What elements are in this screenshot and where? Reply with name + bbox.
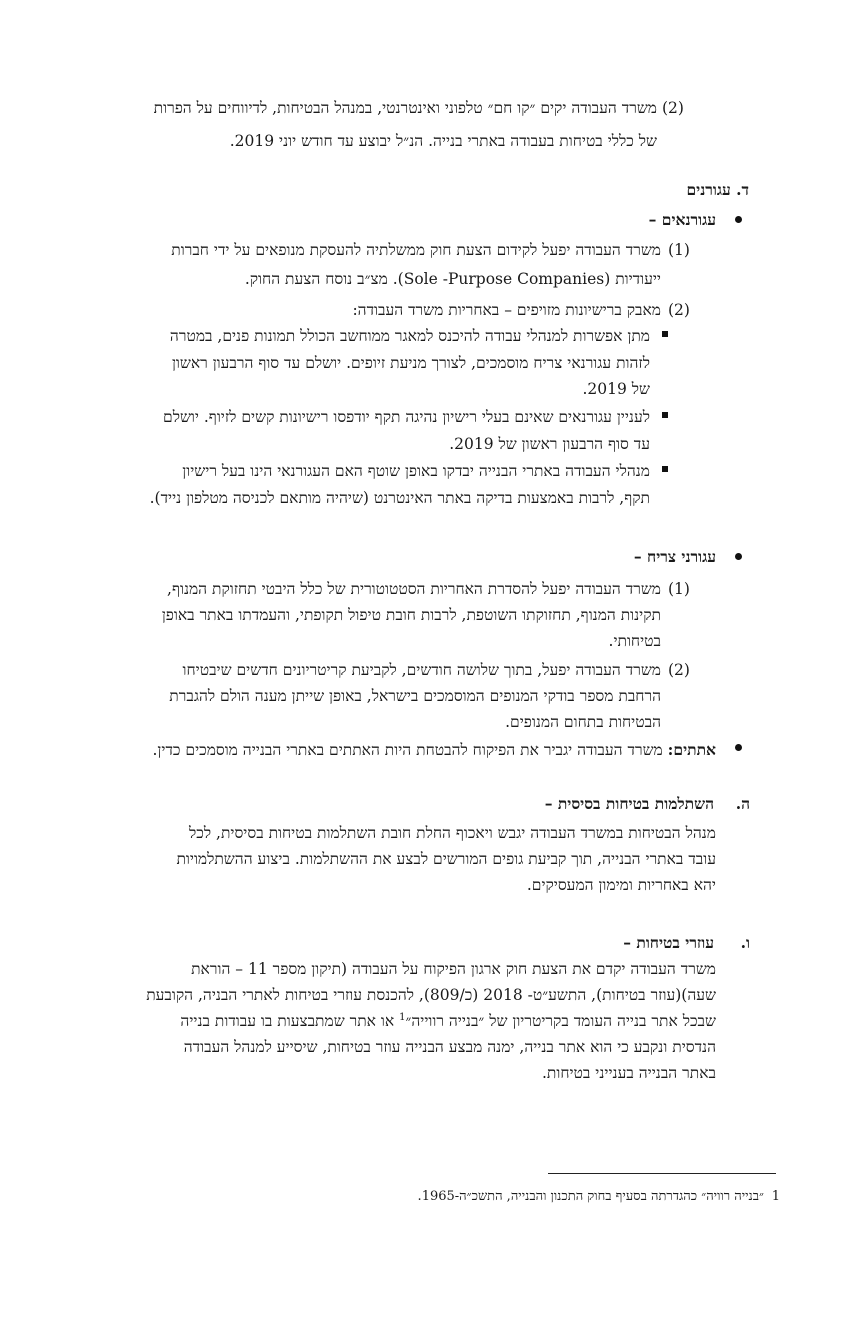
bullet-icon bbox=[735, 216, 742, 223]
item-number: (1) bbox=[668, 580, 690, 598]
section-title: עוזרי בטיחות – bbox=[623, 933, 714, 952]
footnote-number: 1 bbox=[771, 1189, 780, 1204]
paragraph-line: משרד העבודה יפעל, בתוך שלושה חודשים, לקביעת קריטריונים חדשים שיבטיחו bbox=[182, 661, 661, 679]
paragraph-line: מתן אפשרות למנהלי עבודה להיכנס למאגר ממוחשב הכולל תמונות פנים, במטרה bbox=[169, 327, 650, 345]
paragraph-line: מנהלי העבודה באתרי הבנייה יבדקו באופן שוטף האם העגורנאי הינו בעל רישיון bbox=[182, 462, 650, 480]
paragraph-line: עד סוף הרבעון ראשון של 2019. bbox=[449, 435, 650, 453]
bullet-icon bbox=[735, 553, 742, 560]
paragraph-line: משרד העבודה יקים ״קו חם״ טלפוני ואינטרנטי, במנהל הבטיחות, לדיווחים על הפרות bbox=[153, 99, 657, 117]
item-number: (1) bbox=[668, 241, 690, 259]
section-title: ד. עגורנים bbox=[686, 180, 749, 199]
paragraph-line bbox=[106, 736, 716, 764]
square-bullet-icon bbox=[662, 466, 668, 472]
footnote-text: ״בנייה רוויה״ כהגדרתה בסעיף בחוק התכנון והבנייה, התשכ״ה-1965. bbox=[417, 1189, 764, 1204]
paragraph-line: בטיחותי. bbox=[608, 632, 661, 650]
paragraph-line: הנדסית ונקבע כי הוא אתר בנייה, ימנה מבצע הבנייה עוזר בטיחות, שיסייע למנהל העבודה bbox=[183, 1038, 716, 1056]
paragraph-line: הרחבת מספר בודקי המנופים המוסמכים בישראל, באופן שייתן מענה הולם להגברת bbox=[169, 687, 661, 705]
bullet-icon bbox=[735, 744, 742, 751]
paragraph-line: לעניין עגורנאים שאינם בעלי רישיון נהיגה תקף יודפסו רישיונות קשים לזיוף. יושלם bbox=[163, 408, 650, 426]
subsection-heading: עגורנאים – bbox=[648, 210, 716, 229]
paragraph-line: ייעודיות (Sole -Purpose Companies). מצ״ב נוסח הצעת החוק. bbox=[244, 270, 661, 288]
paragraph-line: מנהל הבטיחות במשרד העבודה יגבש ויאכוף החלת חובת השתלמות בטיחות בסיסית, לכל bbox=[189, 824, 716, 842]
inline-label: אתתים: bbox=[667, 740, 716, 759]
paragraph-line: לזהות עגורנאי צריח מוסמכים, לצורך מניעת זיופים. יושלם עד סוף הרבעון ראשון bbox=[171, 354, 650, 372]
item-number: (2) bbox=[668, 661, 690, 679]
paragraph-line: משרד העבודה יקדם את הצעת חוק ארגון הפיקוח על העבודה (תיקון מספר 11 – הוראת bbox=[191, 960, 716, 978]
item-number: (2) bbox=[662, 99, 684, 117]
paragraph-line bbox=[106, 1008, 716, 1035]
paragraph-line: הבטיחות בתחום המנופים. bbox=[505, 713, 661, 731]
square-bullet-icon bbox=[662, 412, 668, 418]
paragraph-line: באתר הבנייה בענייני בטיחות. bbox=[541, 1064, 716, 1082]
paragraph-line: מאבק ברישיונות מזויפים – באחריות משרד העבודה: bbox=[352, 301, 661, 319]
paragraph-line: תקינות המנוף, תחזוקתו השוטפת, לרבות חובת טיפול תקופתי, והעמדתו באתר באופן bbox=[161, 606, 661, 624]
section-letter: ו. bbox=[740, 933, 750, 952]
section-letter: ה. bbox=[735, 794, 750, 813]
inline-text: שבכל אתר בנייה העומד בקריטריון של ״בנייה רווייה״ bbox=[405, 1012, 716, 1030]
footnote-reference: 1 bbox=[399, 1011, 406, 1023]
inline-text: משרד העבודה יגביר את הפיקוח להבטחת היות האתתים באתרי הבנייה מוסמכים כדין. bbox=[152, 741, 668, 759]
footnote-separator bbox=[548, 1173, 776, 1174]
paragraph-line: משרד העבודה יפעל לקידום הצעת חוק ממשלתיה להעסקת מנופאים על ידי חברות bbox=[171, 241, 661, 259]
paragraph-line: תקף, לרבות באמצעות בדיקה באתר האינטרנט (שיהיה מותאם לכניסה מטלפון נייד). bbox=[149, 489, 650, 507]
paragraph-line: עובד באתרי הבנייה, תוך קביעת גופים המורשים לבצע את ההשתלמות. ביצוע ההשתלמויות bbox=[176, 850, 716, 868]
paragraph-line: של 2019. bbox=[582, 380, 650, 398]
square-bullet-icon bbox=[662, 331, 668, 337]
subsection-heading: עגורני צריח – bbox=[633, 547, 716, 566]
paragraph-line: יהא באחריות ומימון המעסיקים. bbox=[526, 876, 716, 894]
section-title: השתלמות בטיחות בסיסית – bbox=[544, 794, 714, 813]
inline-text: או אתר שמתבצעות בו עבודות בנייה bbox=[180, 1012, 400, 1030]
paragraph-line: שעה)(עוזר בטיחות), התשע״ט- 2018 (כ/809), להכנסת עוזרי בטיחות לאתרי הבניה, הקובעת bbox=[146, 986, 716, 1004]
paragraph-line: משרד העבודה יפעל להסדרת האחריות הסטטוטורית של כלל היבטי תחזוקת המנוף, bbox=[167, 580, 661, 598]
paragraph-line: של כללי בטיחות בעבודה באתרי בנייה. הנ״ל יבוצע עד חודש יוני 2019. bbox=[229, 132, 657, 150]
item-number: (2) bbox=[668, 301, 690, 319]
